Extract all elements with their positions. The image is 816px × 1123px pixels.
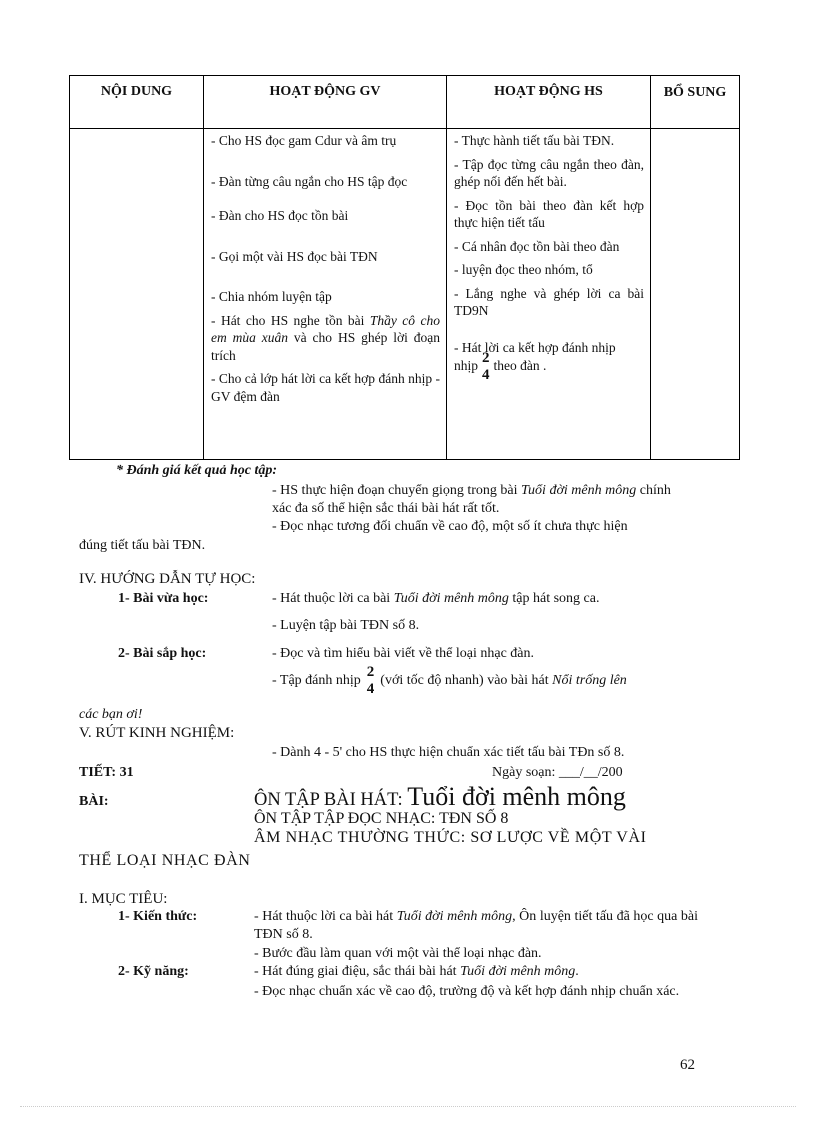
bai-label: BÀI:: [79, 794, 109, 809]
tiet-label: TIẾT: 31: [79, 765, 134, 780]
hs-item: - Hát lời ca kết hợp đánh nhịp nhịp 2 4 theo đàn .: [454, 339, 616, 383]
bai-line3: ÂM NHẠC THƯỜNG THỨC: SƠ LƯỢC VỀ MỘT VÀI: [254, 829, 647, 846]
gv-cell: [204, 129, 447, 460]
table-header-row: [70, 76, 740, 129]
gv-item: [211, 312, 440, 365]
hs-item: - Đọc tồn bài theo đàn kết hợp thực hiện tiết tấu: [454, 197, 644, 230]
gv-item: - Cho HS đọc gam Cdur và âm trụ: [211, 133, 397, 148]
header-hoat-dong-hs: HOẠT ĐỘNG HS: [447, 76, 651, 129]
hs-item: - Lắng nghe và ghép lời ca bài TD9N: [454, 285, 644, 318]
song-title: Tuổi đời mênh mông: [393, 591, 509, 606]
page-number: 62: [680, 1057, 695, 1073]
danh-gia-title: * Đánh giá kết quả học tập:: [116, 463, 278, 478]
page-divider: [20, 1106, 796, 1107]
activity-table: [69, 75, 740, 460]
table-row: [70, 129, 740, 460]
bai-line4: THỂ LOẠI NHẠC ĐÀN: [79, 852, 251, 869]
hs-item: - Thực hành tiết tấu bài TĐN.: [454, 133, 615, 148]
header-noi-dung: NỘI DUNG: [70, 76, 204, 129]
frac-num: 2: [366, 664, 375, 680]
gv-text: và cho HS ghép lời đoạn trích: [211, 330, 441, 363]
ky-nang-line1: [254, 963, 579, 981]
header-hoat-dong-gv: HOẠT ĐỘNG GV: [204, 76, 447, 129]
text: - Hát thuộc lời ca bài: [272, 591, 394, 606]
bai-sap-hoc-line3: các bạn ơi!: [79, 707, 143, 722]
bai-sap-hoc-line1: - Đọc và tìm hiểu bài viết về thể loại nhạc đàn.: [272, 646, 535, 661]
bo-sung-cell: [651, 129, 740, 460]
rut-kinh-nghiem-title: V. RÚT KINH NGHIỆM:: [79, 725, 235, 741]
kien-thuc-label: 1- Kiến thức:: [118, 909, 198, 924]
bai-line2: ÔN TẬP TẬP ĐỌC NHẠC: TĐN SỐ 8: [254, 810, 509, 827]
hs-text: - Hát lời ca kết hợp đánh nhịp: [454, 339, 616, 355]
bai-sap-hoc-line2: [272, 664, 627, 698]
text: ÔN TẬP BÀI HÁT:: [254, 790, 408, 810]
song-title: Nổi trống lên: [552, 673, 627, 689]
bai-line1: [254, 782, 626, 812]
song-title: Tuổi đời mênh mông: [521, 483, 637, 498]
danh-gia-line1: [272, 482, 692, 518]
bai-vua-hoc-line1: [272, 590, 600, 608]
hs-item: - luyện đọc theo nhóm, tổ: [454, 262, 593, 277]
rut-kinh-nghiem-text: - Dành 4 - 5' cho HS thực hiện chuẩn xác tiết tấu bài TĐn số 8.: [272, 745, 625, 760]
time-signature: [367, 664, 375, 698]
time-signature: [482, 350, 490, 384]
text: .: [575, 964, 579, 979]
header-bo-sung: BỔ SUNG: [651, 76, 740, 129]
gv-item: - Chia nhóm luyện tập: [211, 289, 332, 304]
gv-item: - Đàn từng câu ngắn cho HS tập đọc: [211, 173, 408, 189]
muc-tieu-title: I. MỤC TIÊU:: [79, 891, 168, 907]
gv-item: - Cho cả lớp hát lời ca kết hợp đánh nhịp - GV đệm đàn: [211, 371, 440, 404]
danh-gia-line3: đúng tiết tấu bài TĐN.: [79, 538, 206, 553]
bai-sap-hoc-label: 2- Bài sắp học:: [118, 646, 207, 661]
kien-thuc-line1: [254, 908, 698, 944]
noi-dung-cell: [70, 129, 204, 460]
frac-den: 4: [482, 367, 490, 383]
text: (với tốc độ nhanh) vào bài hát: [380, 673, 553, 689]
text: tập hát song ca.: [508, 591, 600, 606]
huong-dan-title: IV. HƯỚNG DẪN TỰ HỌC:: [79, 571, 256, 587]
kien-thuc-line2: - Bước đầu làm quan với một vài thể loại nhạc đàn.: [254, 946, 542, 961]
hs-item: - Cá nhân đọc tồn bài theo đàn: [454, 238, 620, 254]
danh-gia-line2: - Đọc nhạc tương đối chuẩn về cao độ, một số ít chưa thực hiện: [272, 519, 628, 534]
song-title: Tuổi đời mênh mông: [396, 909, 513, 924]
hs-item: - Tập đọc từng câu ngắn theo đàn, ghép nối đến hết bài.: [454, 156, 644, 189]
hs-text: theo đàn .: [493, 358, 547, 374]
bai-vua-hoc-label: 1- Bài vừa học:: [118, 591, 209, 606]
gv-text: - Hát cho HS nghe tồn bài: [211, 312, 370, 328]
song-title: Tuổi đời mênh mông: [407, 782, 626, 811]
text: - Tập đánh nhịp: [272, 673, 361, 689]
text: - HS thực hiện đoạn chuyển giọng trong bài: [272, 483, 522, 498]
gv-item: - Gọi một vài HS đọc bài TĐN: [211, 248, 378, 264]
text: chính xác đa số thể hiện sắc thái bài hát rất tốt.: [272, 483, 671, 516]
text: - Hát thuộc lời ca bài hát: [254, 909, 397, 924]
ngay-soan: Ngày soạn: ___/__/200: [492, 765, 623, 780]
frac-den: 4: [366, 681, 375, 697]
ky-nang-line2: - Đọc nhạc chuẩn xác về cao độ, trường độ và kết hợp đánh nhịp chuẩn xác.: [254, 984, 680, 999]
hs-cell: [447, 129, 651, 460]
gv-item: - Đàn cho HS đọc tồn bài: [211, 208, 349, 223]
song-title: Thầy cô cho em mùa xuân: [211, 312, 440, 345]
text: - Hát đúng giai điệu, sắc thái bài hát: [254, 964, 461, 979]
frac-num: 2: [482, 350, 490, 366]
bai-vua-hoc-line2: - Luyện tập bài TĐN số 8.: [272, 618, 420, 633]
song-title: Tuổi đời mênh mông: [460, 964, 576, 979]
text: , Ôn luyện tiết tấu đã học qua bài TĐN số 8.: [254, 909, 699, 942]
ky-nang-label: 2- Kỹ năng:: [118, 964, 189, 979]
